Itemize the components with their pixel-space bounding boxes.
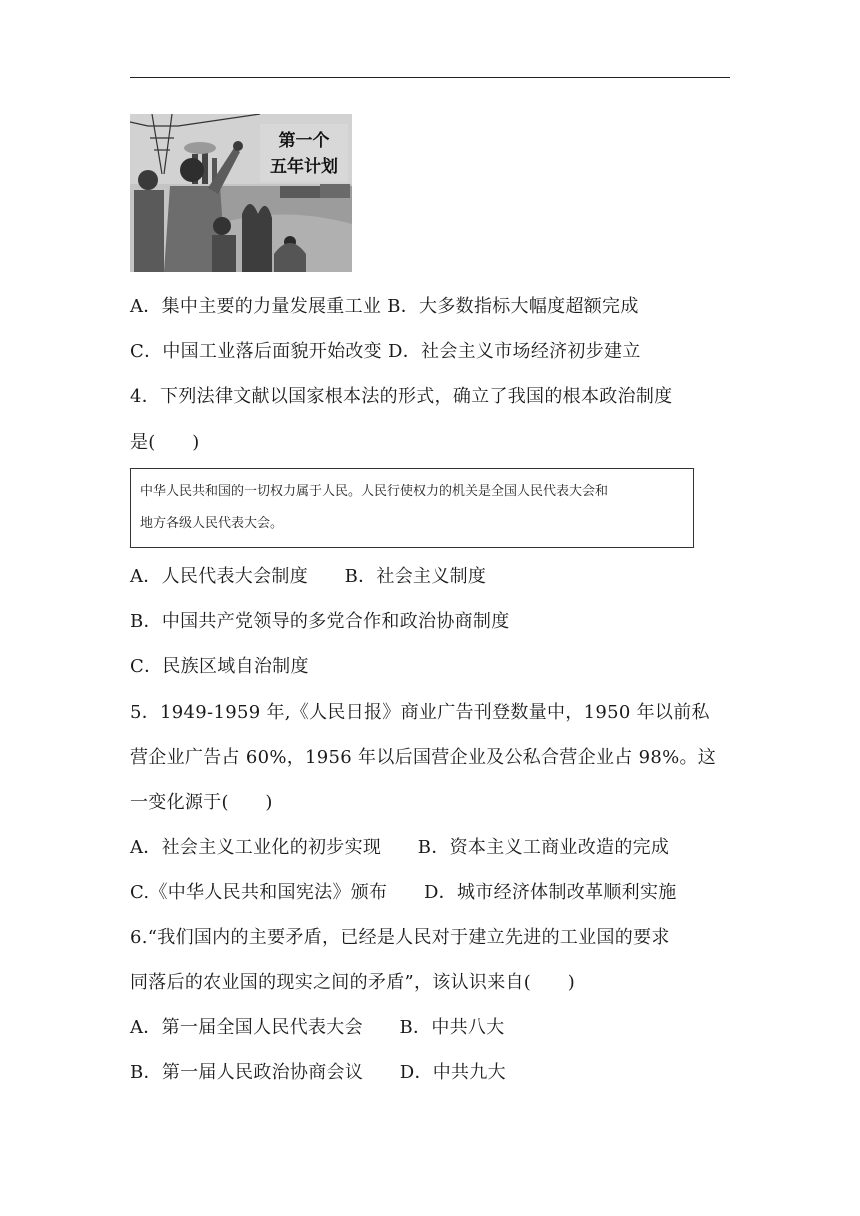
q6-options-ab: A．第一届全国人民代表大会 B．中共八大	[130, 1017, 505, 1038]
header-rule	[130, 77, 730, 78]
poster-title-line2: 五年计划	[270, 157, 338, 177]
q6-stem-line2: 同落后的农业国的现实之间的矛盾”，该认识来自( )	[130, 972, 576, 993]
q4-option-b2: B．中国共产党领导的多党合作和政治协商制度	[130, 611, 510, 632]
poster-illustration	[130, 114, 352, 272]
q4-options-ab: A．人民代表大会制度 B．社会主义制度	[130, 566, 487, 587]
q5-options-ab: A．社会主义工业化的初步实现 B．资本主义工商业改造的完成	[130, 837, 670, 858]
q4-option-c: C．民族区域自治制度	[130, 656, 309, 677]
q5-stem-line2: 营企业广告占 60%，1956 年以后国营企业及公私合营企业占 98%。这	[130, 747, 717, 768]
constitution-quote-box	[130, 468, 694, 548]
quote-line2: 地方各级人民代表大会。	[140, 516, 284, 531]
q3-options-ab: A．集中主要的力量发展重工业 B．大多数指标大幅度超额完成	[130, 296, 639, 317]
q5-stem-line1: 5．1949-1959 年,《人民日报》商业广告刊登数量中，1950 年以前私	[130, 702, 710, 723]
q6-stem-line1: 6.“我们国内的主要矛盾，已经是人民对于建立先进的工业国的要求	[130, 927, 670, 948]
quote-line1: 中华人民共和国的一切权力属于人民。人民行使权力的机关是全国人民代表大会和	[140, 484, 609, 499]
q6-options-bd: B．第一届人民政治协商会议 D．中共九大	[130, 1062, 506, 1083]
poster-title-line1: 第一个	[278, 131, 330, 151]
q5-options-cd: C.《中华人民共和国宪法》颁布 D．城市经济体制改革顺利实施	[130, 882, 677, 903]
q3-options-cd: C．中国工业落后面貌开始改变 D．社会主义市场经济初步建立	[130, 341, 641, 362]
q4-stem-line1: 4．下列法律文献以国家根本法的形式，确立了我国的根本政治制度	[130, 386, 673, 407]
q5-stem-line3: 一变化源于( )	[130, 792, 273, 813]
first-five-year-plan-poster	[130, 114, 352, 272]
q4-stem-line2: 是( )	[130, 432, 200, 453]
